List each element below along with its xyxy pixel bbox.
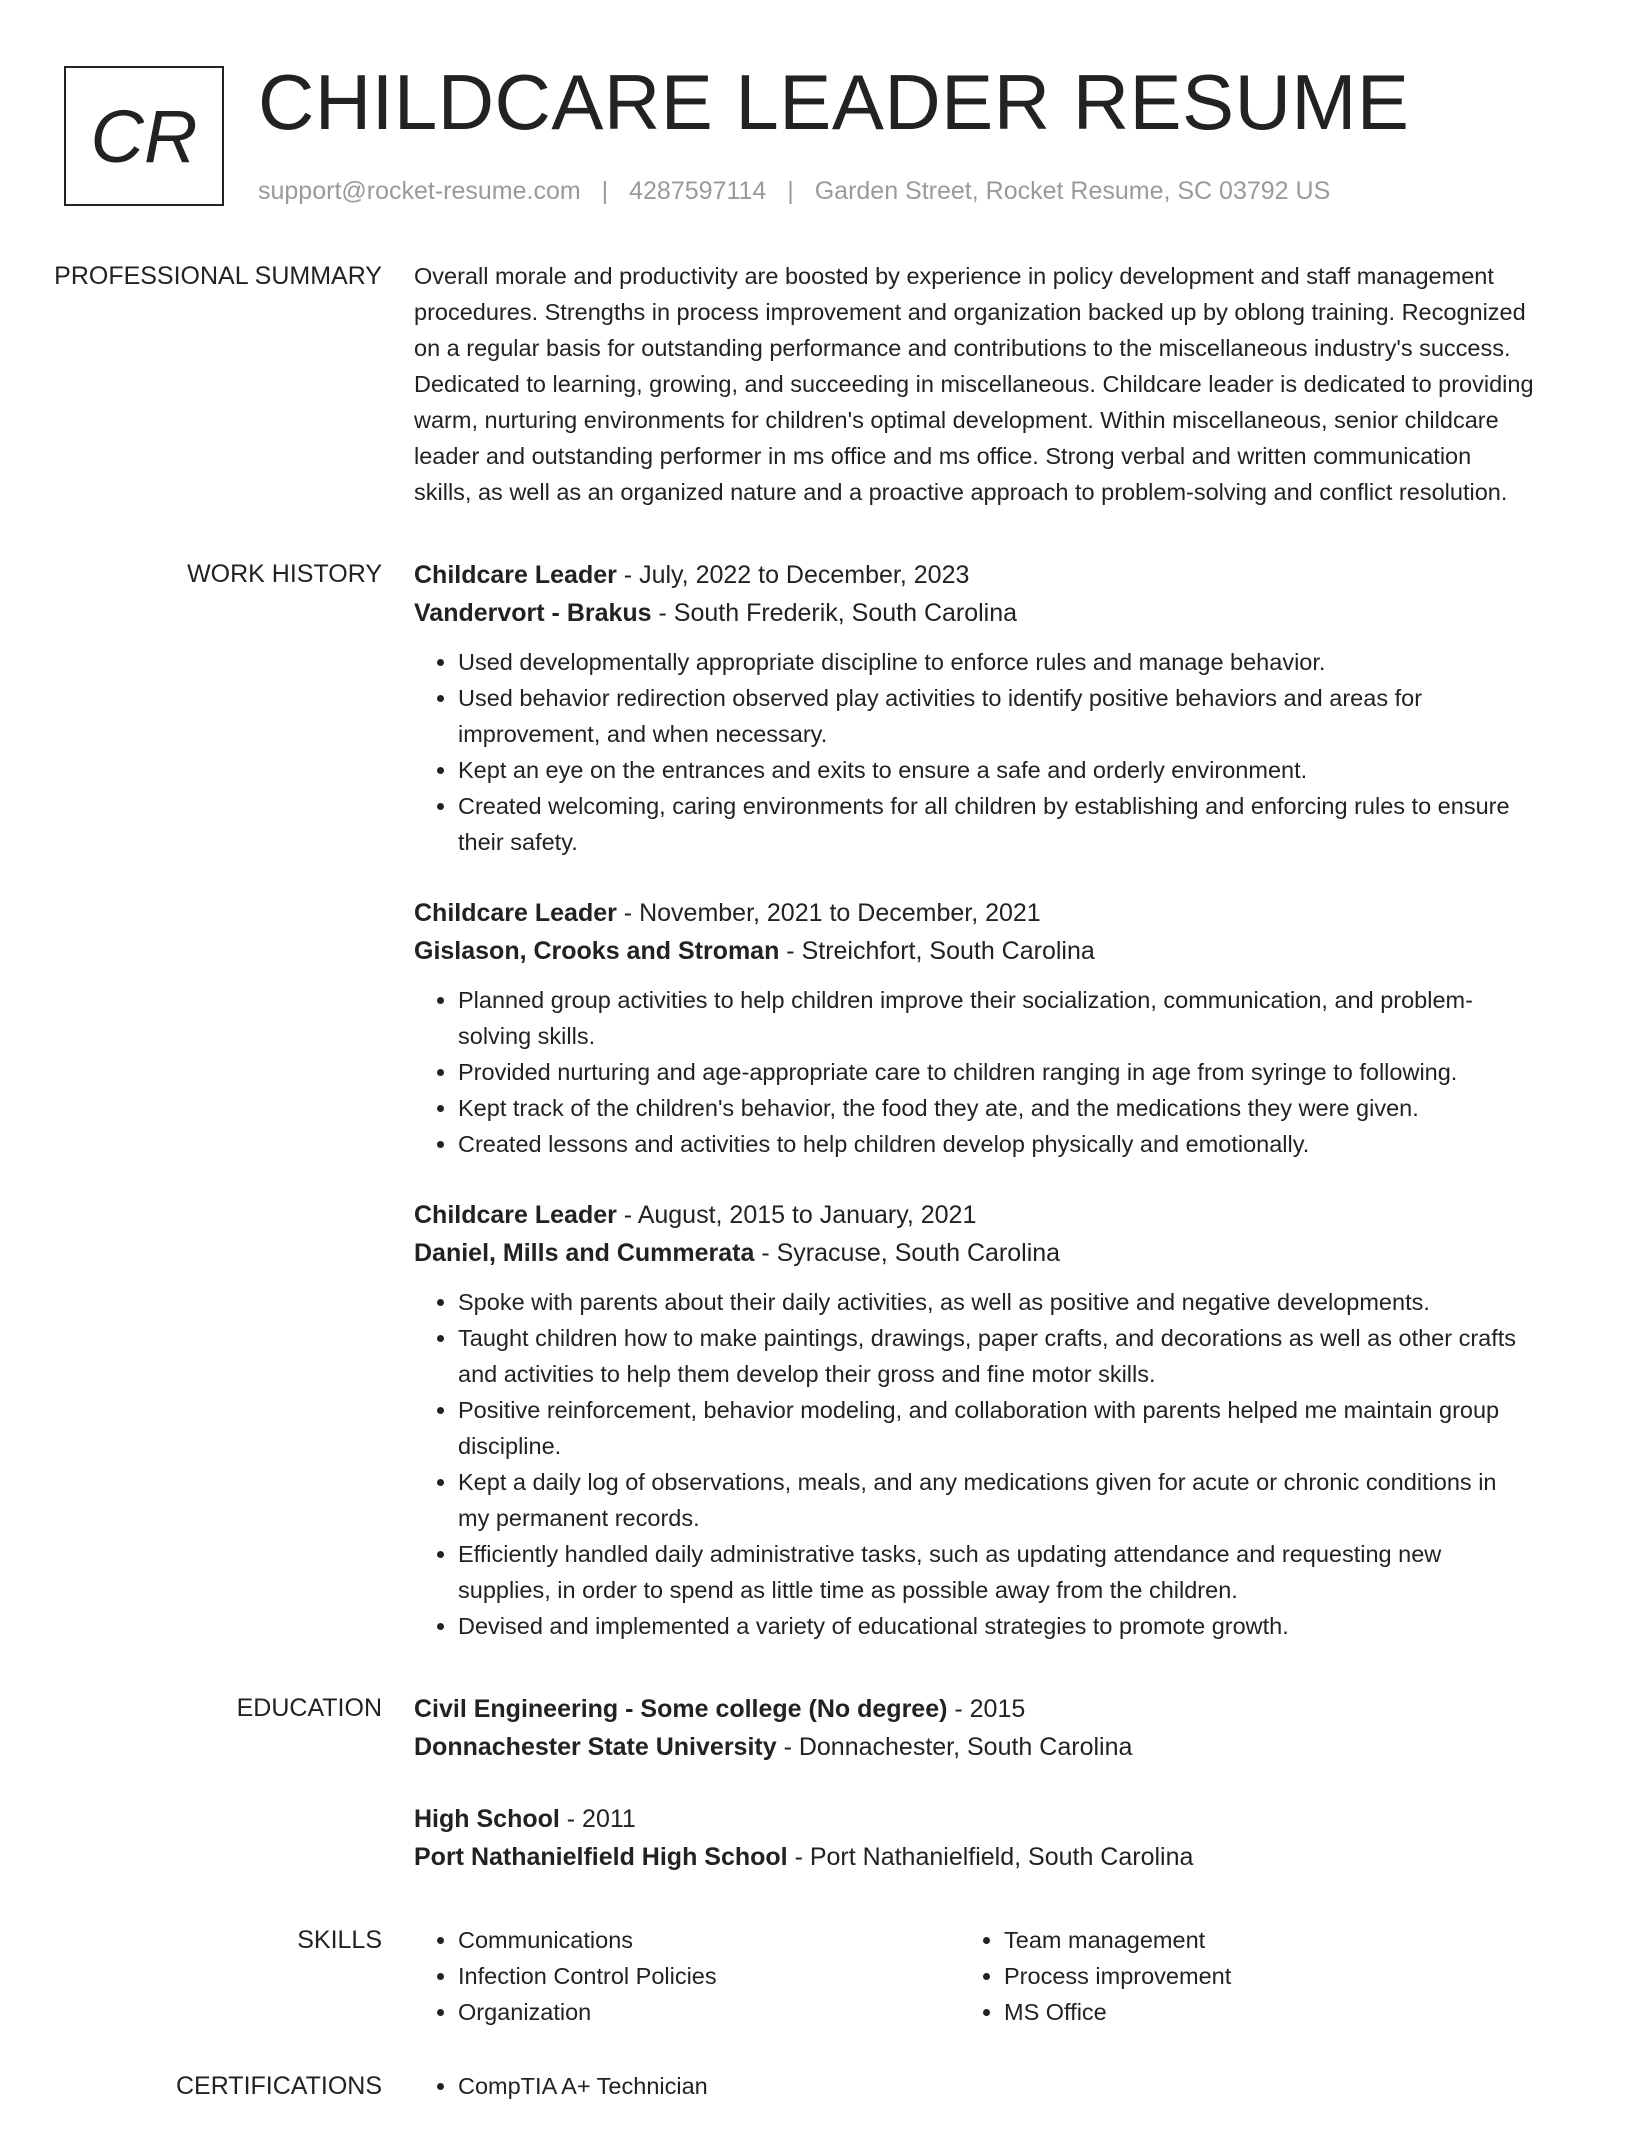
work-history-section xyxy=(0,556,1632,1644)
education-entry xyxy=(414,1690,1534,1766)
job-entry xyxy=(414,894,1534,1162)
skills-section xyxy=(0,1922,1632,2030)
skill-item: • Communications xyxy=(458,1922,960,1958)
skills-list-left xyxy=(414,1922,960,2030)
professional-summary-section xyxy=(0,258,1632,510)
job-bullets xyxy=(414,982,1534,1162)
list-item: • Created welcoming, caring environments for all children by establishing and enforcing rules to ensure their safety. xyxy=(458,788,1534,860)
education-degree: High School xyxy=(414,1805,560,1833)
skill-item: • MS Office xyxy=(1004,1994,1506,2030)
job-bullets xyxy=(414,644,1534,860)
job-title: Childcare Leader xyxy=(414,1201,617,1229)
list-item: • Kept an eye on the entrances and exits to ensure a safe and orderly environment. xyxy=(458,752,1534,788)
certification-item: • CompTIA A+ Technician xyxy=(458,2068,1534,2104)
monogram-box xyxy=(64,66,224,206)
skill-item: • Organization xyxy=(458,1994,960,2030)
skill-item: • Process improvement xyxy=(1004,1958,1506,1994)
job-location: - Syracuse, South Carolina xyxy=(754,1239,1061,1267)
list-item: • Kept track of the children's behavior, the food they ate, and the medications they were given. xyxy=(458,1090,1534,1126)
monogram-initials: CR xyxy=(90,94,198,178)
job-location: - Streichfort, South Carolina xyxy=(779,937,1095,965)
job-entry xyxy=(414,1196,1534,1644)
skill-item: • Team management xyxy=(1004,1922,1506,1958)
list-item: • Used developmentally appropriate discipline to enforce rules and manage behavior. xyxy=(458,644,1534,680)
section-label: CERTIFICATIONS xyxy=(175,2072,382,2100)
section-label: EDUCATION xyxy=(236,1694,382,1722)
list-item: • Devised and implemented a variety of educational strategies to promote growth. xyxy=(458,1608,1534,1644)
education-location: - Port Nathanielfield, South Carolina xyxy=(787,1843,1194,1871)
resume-title: CHILDCARE LEADER RESUME xyxy=(258,58,1410,146)
job-company: Vandervort - Brakus xyxy=(414,599,652,627)
contact-address: Garden Street, Rocket Resume, SC 03792 US xyxy=(814,177,1331,205)
job-dates: - August, 2015 to January, 2021 xyxy=(616,1201,977,1229)
job-company: Gislason, Crooks and Stroman xyxy=(414,937,780,965)
list-item: • Kept a daily log of observations, meals, and any medications given for acute or chronic conditions in my permanent records. xyxy=(458,1464,1534,1536)
job-dates: - November, 2021 to December, 2021 xyxy=(616,899,1041,927)
section-label: PROFESSIONAL SUMMARY xyxy=(54,262,382,290)
section-label: WORK HISTORY xyxy=(187,560,382,588)
job-entry xyxy=(414,556,1534,860)
skills-list-right xyxy=(960,1922,1506,2030)
job-dates: - July, 2022 to December, 2023 xyxy=(616,561,970,589)
contact-email: support@rocket-resume.com xyxy=(258,177,581,205)
list-item: • Provided nurturing and age-appropriate care to children ranging in age from syringe to following. xyxy=(458,1054,1534,1090)
job-location: - South Frederik, South Carolina xyxy=(651,599,1018,627)
skill-item: • Infection Control Policies xyxy=(458,1958,960,1994)
education-school: Donnachester State University xyxy=(414,1733,777,1761)
education-location: - Donnachester, South Carolina xyxy=(776,1733,1133,1761)
job-company: Daniel, Mills and Cummerata xyxy=(414,1239,755,1267)
resume-content xyxy=(0,258,1632,2150)
list-item: • Taught children how to make paintings, drawings, paper crafts, and decorations as well as other crafts and activities to help them develop their gross and fine motor skills. xyxy=(458,1320,1534,1392)
job-title: Childcare Leader xyxy=(414,899,617,927)
list-item: • Efficiently handled daily administrative tasks, such as updating attendance and requesting new supplies, in order to spend as little time as possible away from the children. xyxy=(458,1536,1534,1608)
summary-text: Overall morale and productivity are boosted by experience in policy development and staff management procedures. Strengths in process improvement and organization backed up by oblong training. Recognized on a regular basis for outstanding performance and contributions to the miscellaneous industry's success. Dedicated to learning, growing, and succeeding in miscellaneous. Childcare leader is dedicated to providing warm, nurturing environments for children's optimal development. Within miscellaneous, senior childcare leader and outstanding performer in ms office and ms office. Strong verbal and written communication skills, as well as an organized nature and a proactive approach to problem-solving and conflict resolution. xyxy=(414,263,1534,505)
education-year: - 2015 xyxy=(947,1695,1026,1723)
section-label: SKILLS xyxy=(297,1926,382,1954)
list-item: • Planned group activities to help children improve their socialization, communication, and problem-solving skills. xyxy=(458,982,1534,1054)
list-item: • Used behavior redirection observed play activities to identify positive behaviors and areas for improvement, and when necessary. xyxy=(458,680,1534,752)
list-item: • Spoke with parents about their daily activities, as well as positive and negative developments. xyxy=(458,1284,1534,1320)
contact-separator: | xyxy=(787,177,794,205)
certifications-list xyxy=(414,2068,1534,2104)
education-section xyxy=(0,1690,1632,1876)
education-school: Port Nathanielfield High School xyxy=(414,1843,788,1871)
job-bullets xyxy=(414,1284,1534,1644)
education-year: - 2011 xyxy=(559,1805,636,1833)
list-item: • Created lessons and activities to help children develop physically and emotionally. xyxy=(458,1126,1534,1162)
education-entry xyxy=(414,1800,1534,1876)
job-title: Childcare Leader xyxy=(414,561,617,589)
contact-separator: | xyxy=(601,177,609,205)
list-item: • Positive reinforcement, behavior modeling, and collaboration with parents helped me maintain group discipline. xyxy=(458,1392,1534,1464)
contact-phone: 4287597114 xyxy=(629,177,767,205)
contact-line xyxy=(258,176,1330,206)
certifications-section xyxy=(0,2068,1632,2104)
education-degree: Civil Engineering - Some college (No degree) xyxy=(414,1695,948,1723)
